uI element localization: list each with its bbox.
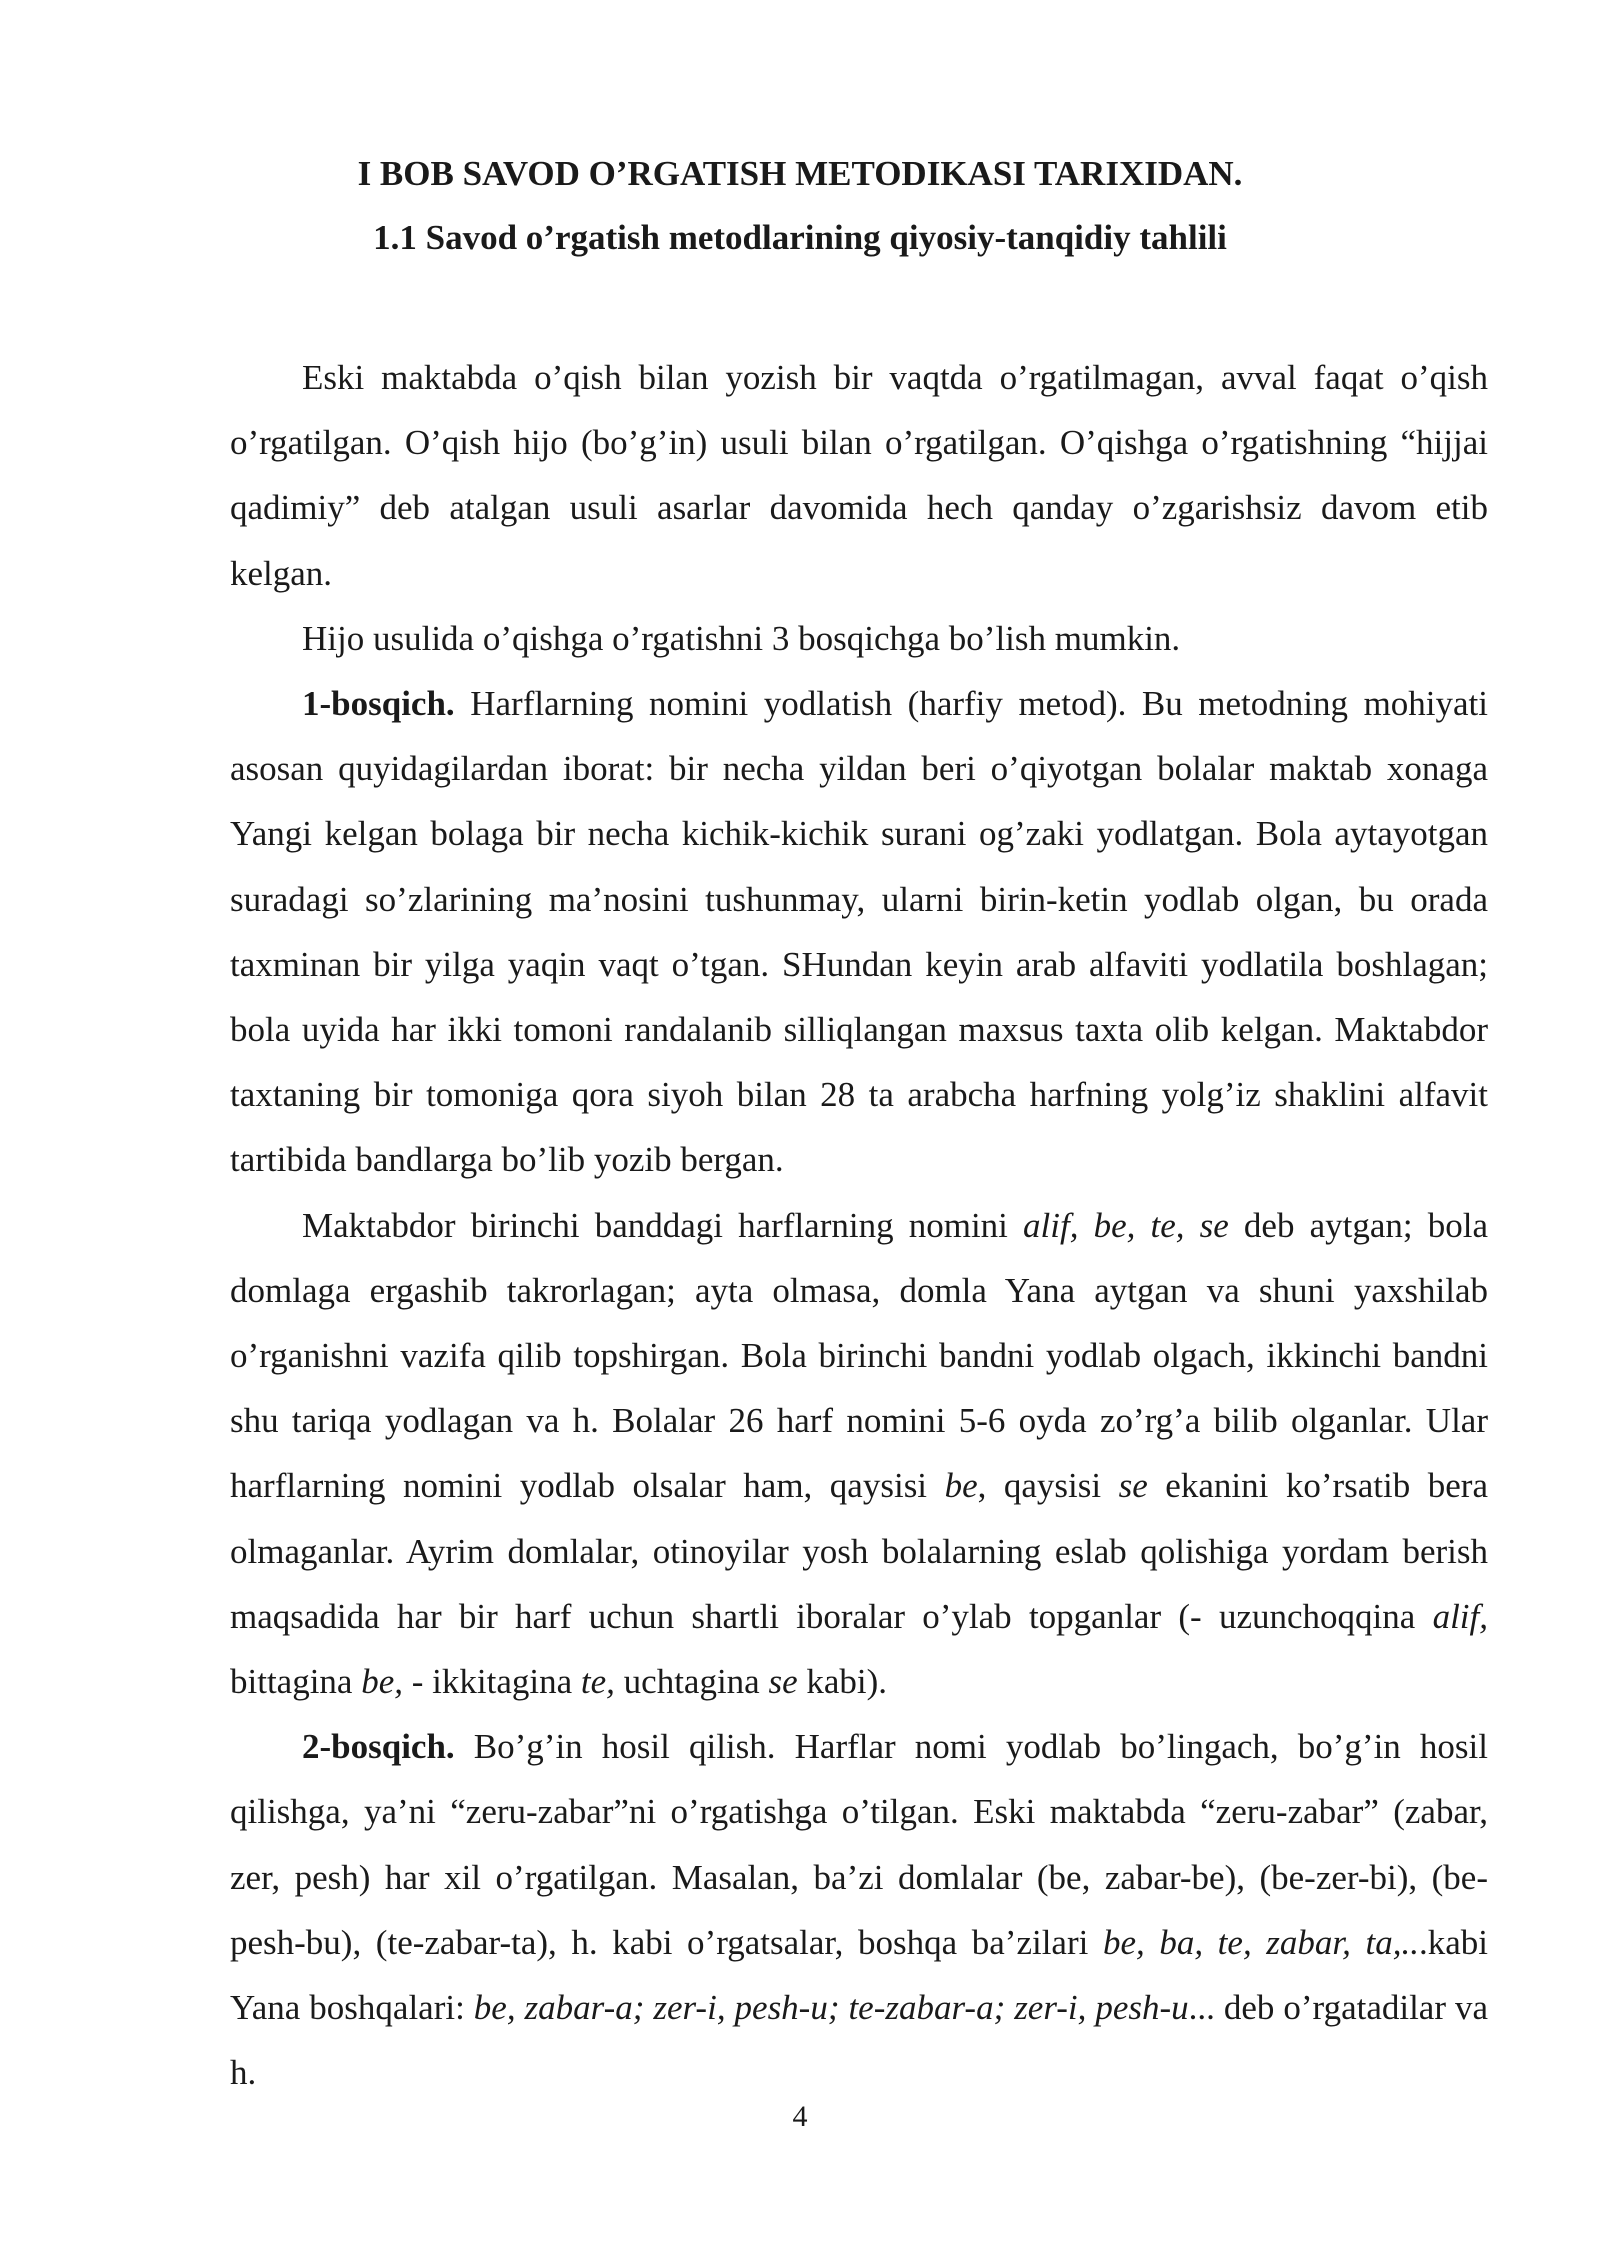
paragraph: 1-bosqich. Harflarning nomini yodlatish (harfiy metod). Bu metodning mohiyati asosan quyidagilardan iborat: bir necha yildan beri o’qiyotgan bolalar maktab xonaga Yangi kelgan bolaga bir necha kichik-kichik surani og’zaki yodlatgan. Bola aytayotgan suradagi so’zlarining ma’nosini tushunmay, ularni birin-ketin yodlab olgan, bu orada taxminan bir yilga yaqin vaqt o’tgan. SHundan keyin arab alfaviti yodlatila boshlagan; bola uyida har ikki tomoni randalanib silliqlangan maxsus taxta olib kelgan. Maktabdor taxtaning bir tomoniga qora siyoh bilan 28 ta arabcha harfning yolg’iz shaklini alfavit tartibida bandlarga bo’lib yozib bergan. — [230, 684, 1488, 1180]
stage-label: 2-bosqich. — [302, 1727, 455, 1767]
paragraph: Eski maktabda o’qish bilan yozish bir vaqtda o’rgatilmagan, avval faqat o’qish o’rgatilgan. O’qish hijo (bo’g’in) usuli bilan o’rgatilgan. O’qishga o’rgatishning “hijjai qadimiy” deb atalgan usuli asarlar davomida hech qanday o’zgarishsiz davom etib kelgan. — [230, 358, 1488, 593]
section-title: 1.1 Savod o’rgatish metodlarining qiyosiy-tanqidiy tahlili — [373, 218, 1227, 257]
stage-label: 1-bosqich. — [302, 684, 455, 724]
page-number: 4 — [792, 2100, 808, 2133]
paragraph: 2-bosqich. Bo’g’in hosil qilish. Harflar nomi yodlab bo’lingach, bo’g’in hosil qilishga, ya’ni “zeru-zabar”ni o’rgatishga o’tilgan. Eski maktabda “zeru-zabar” (zabar, zer, pesh) har xil o’rgatilgan. Masalan, ba’zi domlalar (be, zabar-be), (be-zer-bi), (be-pesh-bu), (te-zabar-ta), h. kabi o’rgatsalar, boshqa ba’zilari be, ba, te, zabar, ta,...kabi Yana boshqalari: be, zabar-a; zer-i, pesh-u; te-zabar-a; zer-i, pesh-u... deb o’rgatadilar va h. — [230, 1727, 1488, 2093]
paragraph: Maktabdor birinchi banddagi harflarning nomini alif, be, te, se deb aytgan; bola domlaga ergashib takrorlagan; ayta olmasa, domla Yana aytgan va shuni yaxshilab o’rganishni vazifa qilib topshirgan. Bola birinchi bandni yodlab olgach, ikkinchi bandni shu tariqa yodlagan va h. Bolalar 26 harf nomini 5-6 oyda zo’rg’a bilib olganlar. Ular harflarning nomini yodlab olsalar ham, qaysisi be, qaysisi se ekanini ko’rsatib bera olmaganlar. Ayrim domlalar, otinoyilar yosh bolalarning eslab qolishiga yordam berish maqsadida har bir harf uchun shartli iboralar o’ylab topganlar (- uzunchoqqina alif, bittagina be, - ikkitagina te, uchtagina se kabi). — [230, 1205, 1488, 1702]
chapter-title: I BOB SAVOD O’RGATISH METODIKASI TARIXIDAN. — [357, 154, 1243, 193]
paragraph: Hijo usulida o’qishga o’rgatishni 3 bosqichga bo’lish mumkin. — [302, 618, 1181, 658]
body-text — [230, 345, 1488, 2105]
